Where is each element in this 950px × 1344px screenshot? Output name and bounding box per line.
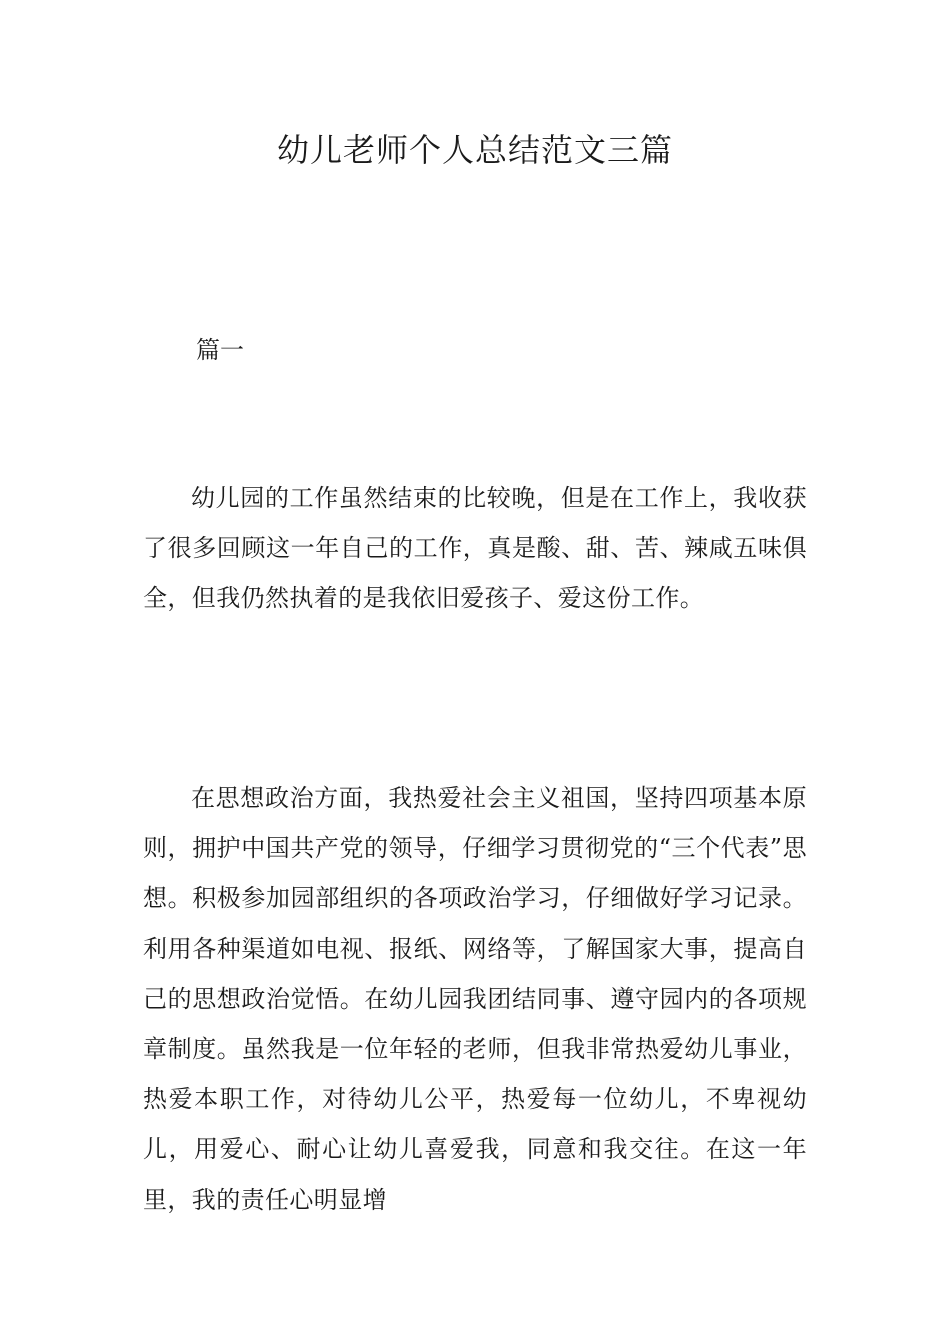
document-title: 幼儿老师个人总结范文三篇 [276, 131, 673, 169]
section-heading: 篇一 [196, 336, 244, 364]
paragraph-2: 在思想政治方面，我热爱社会主义祖国，坚持四项基本原则，拥护中国共产党的领导，仔细学习贯彻党的“三个代表”思想。积极参加园部组织的各项政治学习，仔细做好学习记录。利用各种渠道如电视、报纸、网络等，了解国家大事，提高自己的思想政治觉悟。在幼儿园我团结同事、遵守园内的各项规章制度。虽然我是一位年轻的老师，但我非常热爱幼儿事业，热爱本职工作，对待幼儿公平，热爱每一位幼儿，不卑视幼儿，用爱心、耐心让幼儿喜爱我，同意和我交往。在这一年里，我的责任心明显增 [143, 784, 807, 1214]
paragraph-1: 幼儿园的工作虽然结束的比较晚，但是在工作上，我收获了很多回顾这一年自己的工作，真是酸、甜、苦、辣咸五味俱全，但我仍然执着的是我依旧爱孩子、爱这份工作。 [143, 484, 807, 613]
